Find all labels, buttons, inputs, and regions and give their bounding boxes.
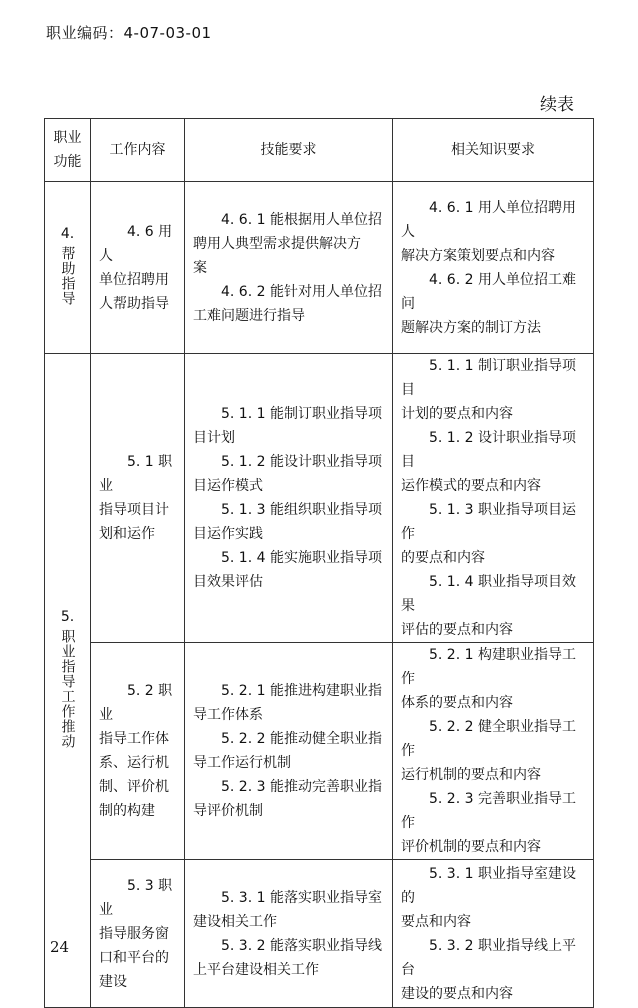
knowledge-cell-5-2: 5. 2. 1 构建职业指导工作 体系的要点和内容 5. 2. 2 健全职业指导工作 运行机制的要点和内容 5. 2. 3 完善职业指导工作 评价机制的要点和内容 [393, 643, 594, 860]
table-row [45, 860, 594, 1008]
skills-cell-4-6: 4. 6. 1 能根据用人单位招 聘用人典型需求提供解决方 案 4. 6. 2 能针对用人单位招 工难问题进行指导 [185, 182, 393, 354]
page-number: 24 [50, 938, 70, 956]
work-cell-5-3: 5. 3 职业 指导服务窗 口和平台的 建设 [91, 860, 185, 1008]
table-header-row [45, 119, 594, 182]
occupation-code: 职业编码：4-07-03-01 [46, 24, 212, 42]
work-cell-5-2: 5. 2 职业 指导工作体 系、运行机 制、评价机 制的构建 [91, 643, 185, 860]
continued-label: 续表 [540, 95, 574, 115]
header-skills: 技能要求 [185, 119, 393, 182]
work-cell-5-1: 5. 1 职业 指导项目计 划和运作 [91, 354, 185, 643]
table-row [45, 643, 594, 860]
skills-cell-5-1: 5. 1. 1 能制订职业指导项 目计划 5. 1. 2 能设计职业指导项 目运作模式 5. 1. 3 能组织职业指导项 目运作实践 5. 1. 4 能实施职业指导项 目效果评估 [185, 354, 393, 643]
competency-table [44, 118, 594, 1008]
skills-cell-5-2: 5. 2. 1 能推进构建职业指 导工作体系 5. 2. 2 能推动健全职业指 导工作运行机制 5. 2. 3 能推动完善职业指 导评价机制 [185, 643, 393, 860]
skills-cell-5-3: 5. 3. 1 能落实职业指导室 建设相关工作 5. 3. 2 能落实职业指导线 上平台建设相关工作 [185, 860, 393, 1008]
table-row [45, 182, 594, 354]
table-row [45, 354, 594, 643]
function-cell-5: 5. 职业指导工作推动 [45, 354, 91, 1008]
knowledge-cell-4-6: 4. 6. 1 用人单位招聘用人 解决方案策划要点和内容 4. 6. 2 用人单位招工难问 题解决方案的制订方法 [393, 182, 594, 354]
header-knowledge: 相关知识要求 [393, 119, 594, 182]
knowledge-cell-5-1: 5. 1. 1 制订职业指导项目 计划的要点和内容 5. 1. 2 设计职业指导项目 运作模式的要点和内容 5. 1. 3 职业指导项目运作 的要点和内容 5. 1. 4 职业指导项目效果 评估的要点和内容 [393, 354, 594, 643]
knowledge-cell-5-3: 5. 3. 1 职业指导室建设的 要点和内容 5. 3. 2 职业指导线上平台 建设的要点和内容 [393, 860, 594, 1008]
header-work: 工作内容 [91, 119, 185, 182]
work-cell-4-6: 4. 6 用人 单位招聘用 人帮助指导 [91, 182, 185, 354]
header-function: 职业 功能 [45, 119, 91, 182]
function-cell-4: 4. 帮助指导 [45, 182, 91, 354]
